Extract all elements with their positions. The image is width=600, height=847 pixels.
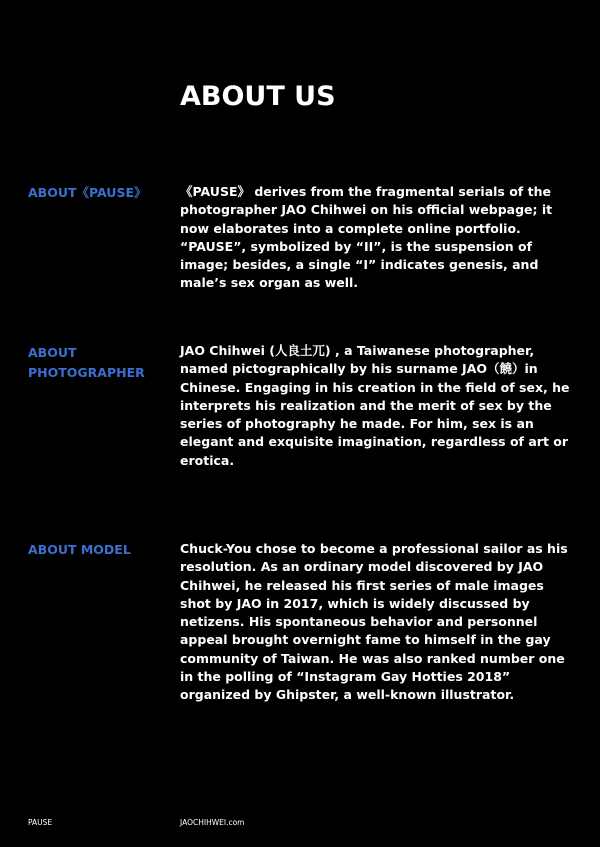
footer-website: JAOCHIHWEI.com	[180, 818, 245, 827]
section-label-about-pause: ABOUT《PAUSE》	[28, 185, 147, 200]
section-body-about-pause: 《PAUSE》 derives from the fragmental serials of the photographer JAO Chihwei on his official webpage; it now elaborates into a complete online portfolio. “PAUSE”, symbolized by “II”, is the suspension of image; besides, a single “I” indicates genesis, and male’s sex organ as well.	[180, 184, 553, 291]
section-label-about-model: ABOUT MODEL	[28, 542, 131, 557]
footer-brand: PAUSE	[28, 818, 53, 827]
section-body-about-model: Chuck-You chose to become a professional sailor as his resolution. As an ordinary model discovered by JAO Chihwei, he released his first series of male images shot by JAO in 2017, which is widely discussed by netizens. His spontaneous behavior and personnel appeal brought overnight fame to himself in the gay community of Taiwan. He was also ranked number one in the polling of “Instagram Gay Hotties 2018” organized by Ghipster, a well-known illustrator.	[180, 541, 568, 703]
section-label-about-photographer: ABOUT PHOTOGRAPHER	[28, 345, 145, 380]
section-body-about-photographer: JAO Chihwei (人良土兀) , a Taiwanese photographer, named pictographically by his surname JAO（饒）in Chinese. Engaging in his creation in the field of sex, he interprets his realization and the merit of sex by the series of photography he made. For him, sex is an elegant and exquisite imagination, regardless of art or erotica.	[180, 343, 570, 468]
page-title: ABOUT US	[180, 81, 336, 112]
